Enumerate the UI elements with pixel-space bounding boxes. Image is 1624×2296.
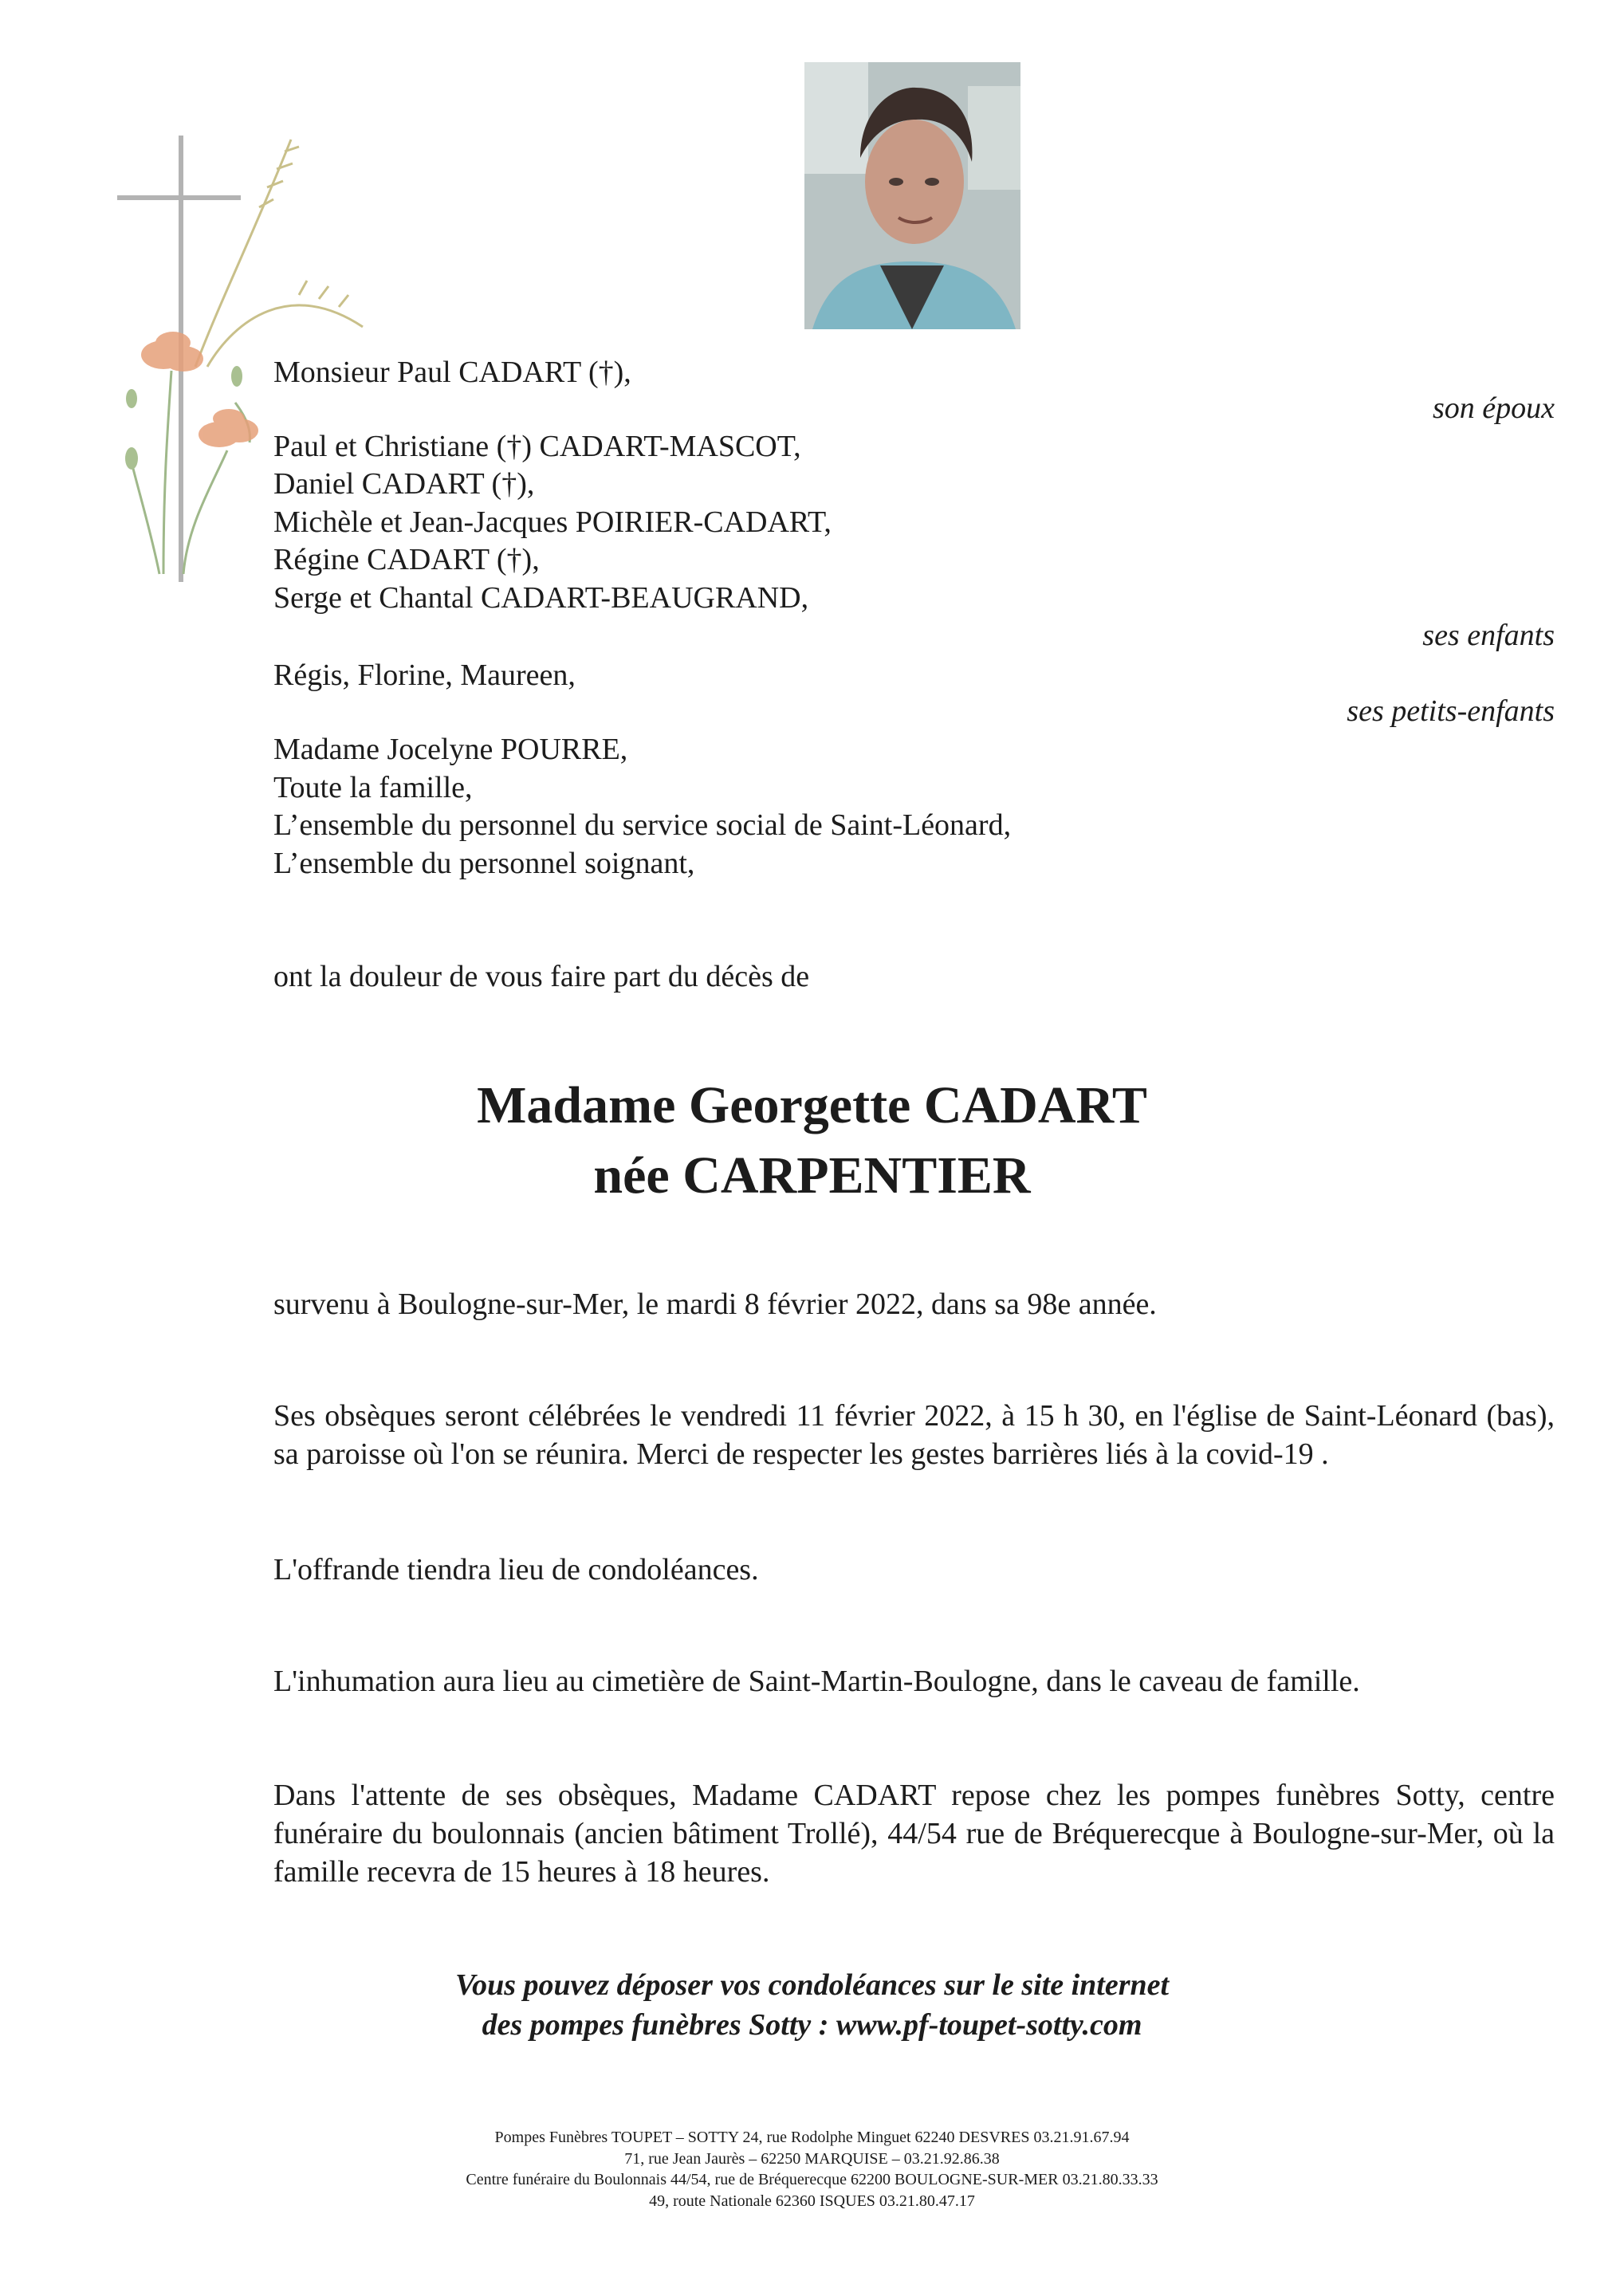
family-line: Régis, Florine, Maureen, — [273, 659, 576, 692]
family-line: Toute la famille, — [273, 771, 473, 804]
death-paragraph: survenu à Boulogne-sur-Mer, le mardi 8 février 2022, dans sa 98e année. — [273, 1288, 1157, 1321]
family-line: Serge et Chantal CADART-BEAUGRAND, — [273, 581, 809, 615]
wheat-icon — [195, 140, 363, 367]
role-grandchildren: ses petits-enfants — [1347, 694, 1555, 728]
family-line: Madame Jocelyne POURRE, — [273, 733, 628, 766]
role-spouse: son époux — [1432, 391, 1555, 425]
portrait-photo — [804, 62, 1020, 329]
family-line: Régine CADART (†), — [273, 543, 540, 576]
family-line: Monsieur Paul CADART (†), — [273, 356, 631, 389]
footer-line: Pompes Funèbres TOUPET – SOTTY 24, rue Rodolphe Minguet 62240 DESVRES 03.21.91.67.94 — [494, 2129, 1130, 2146]
family-line: Daniel CADART (†), — [273, 467, 535, 501]
portrait-icon — [804, 62, 1020, 329]
condolences-line: Vous pouvez déposer vos condoléances sur le site internet — [454, 1968, 1170, 2002]
family-line: L’ensemble du personnel soignant, — [273, 847, 695, 880]
visitation-paragraph: Dans l'attente de ses obsèques, Madame CADART repose chez les pompes funèbres Sotty, centre funéraire du boulonnais (ancien bâtiment Trollé), 44/54 rue de Bréquerecque à Boulogne-sur-Mer, où la famille recevra de 15 heures à 18 heures. — [273, 1779, 1555, 1889]
deceased-maiden-name: née CARPENTIER — [593, 1146, 1031, 1205]
footer-line: 49, route Nationale 62360 ISQUES 03.21.80.47.17 — [649, 2192, 975, 2210]
poppy-stems-icon — [132, 371, 250, 574]
intro-text: ont la douleur de vous faire part du décès de — [273, 960, 810, 993]
condolences-line: des pompes funèbres Sotty : www.pf-toupet-sotty.com — [482, 2008, 1142, 2042]
footer-line: Centre funéraire du Boulonnais 44/54, rue de Bréquerecque 62200 BOULOGNE-SUR-MER 03.21.80.33.33 — [466, 2171, 1158, 2188]
offering-paragraph: L'offrande tiendra lieu de condoléances. — [273, 1553, 759, 1586]
family-line: Paul et Christiane (†) CADART-MASCOT, — [273, 430, 801, 463]
family-line: Michèle et Jean-Jacques POIRIER-CADART, — [273, 505, 832, 539]
poppy-icon — [141, 332, 258, 447]
role-children: ses enfants — [1422, 619, 1555, 652]
deceased-name: Madame Georgette CADART — [477, 1076, 1147, 1134]
funeral-paragraph: Ses obsèques seront célébrées le vendredi 11 février 2022, à 15 h 30, en l'église de Saint-Léonard (bas), sa paroisse où l'on se réunira. Merci de respecter les gestes barrières liés à la covid-19 . — [273, 1399, 1555, 1471]
footer-line: 71, rue Jean Jaurès – 62250 MARQUISE – 03.21.92.86.38 — [624, 2150, 1000, 2168]
family-line: L’ensemble du personnel du service social de Saint-Léonard, — [273, 808, 1012, 842]
burial-paragraph: L'inhumation aura lieu au cimetière de Saint-Martin-Boulogne, dans le caveau de famille. — [273, 1665, 1360, 1698]
